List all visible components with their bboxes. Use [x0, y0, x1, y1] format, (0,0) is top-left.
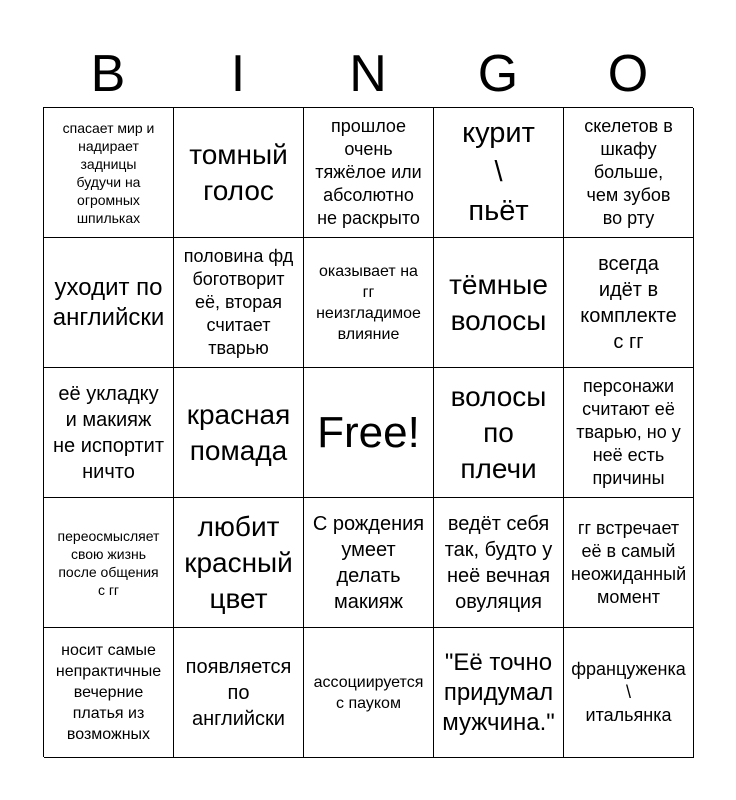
bingo-cell[interactable]: всегда идёт в комплекте с гг [564, 238, 694, 368]
bingo-cell[interactable]: оказывает на гг неизгладимое влияние [304, 238, 434, 368]
bingo-cell[interactable]: ведёт себя так, будто у неё вечная овуляция [434, 498, 564, 628]
bingo-cell[interactable]: спасает мир и надирает задницы будучи на огромных шпильках [44, 108, 174, 238]
bingo-cell[interactable]: томный голос [174, 108, 304, 238]
bingo-cell[interactable]: половина фд боготворит её, вторая считает тварью [174, 238, 304, 368]
bingo-cell[interactable]: её укладку и макияж не испортит ничто [44, 368, 174, 498]
bingo-cell[interactable]: персонажи считают её тварью, но у неё есть причины [564, 368, 694, 498]
bingo-cell[interactable]: С рождения умеет делать макияж [304, 498, 434, 628]
bingo-cell[interactable]: уходит по английски [44, 238, 174, 368]
bingo-cell[interactable]: красная помада [174, 368, 304, 498]
bingo-cell[interactable]: гг встречает её в самый неожиданный момент [564, 498, 694, 628]
bingo-cell[interactable]: любит красный цвет [174, 498, 304, 628]
header-letter-o: O [607, 45, 649, 103]
bingo-cell[interactable]: появляется по английски [174, 628, 304, 758]
bingo-cell[interactable]: переосмысляет свою жизнь после общения с гг [44, 498, 174, 628]
bingo-cell[interactable]: скелетов в шкафу больше, чем зубов во рту [564, 108, 694, 238]
header-letter-i: I [230, 45, 246, 103]
bingo-cell[interactable]: "Её точно придумал мужчина." [434, 628, 564, 758]
bingo-cell[interactable]: француженка \ итальянка [564, 628, 694, 758]
bingo-cell[interactable]: тёмные волосы [434, 238, 564, 368]
free-space-cell[interactable]: Free! [304, 368, 434, 498]
bingo-cell[interactable]: ассоциируется с пауком [304, 628, 434, 758]
header-letter-g: G [477, 45, 519, 103]
bingo-header [43, 40, 693, 108]
bingo-cell[interactable]: носит самые непрактичные вечерние платья из возможных [44, 628, 174, 758]
header-letter-n: N [349, 45, 387, 103]
bingo-grid [43, 107, 693, 757]
bingo-cell[interactable]: прошлое очень тяжёлое или абсолютно не раскрыто [304, 108, 434, 238]
header-letter-b: B [90, 45, 126, 103]
bingo-cell[interactable]: курит \ пьёт [434, 108, 564, 238]
bingo-cell[interactable]: волосы по плечи [434, 368, 564, 498]
